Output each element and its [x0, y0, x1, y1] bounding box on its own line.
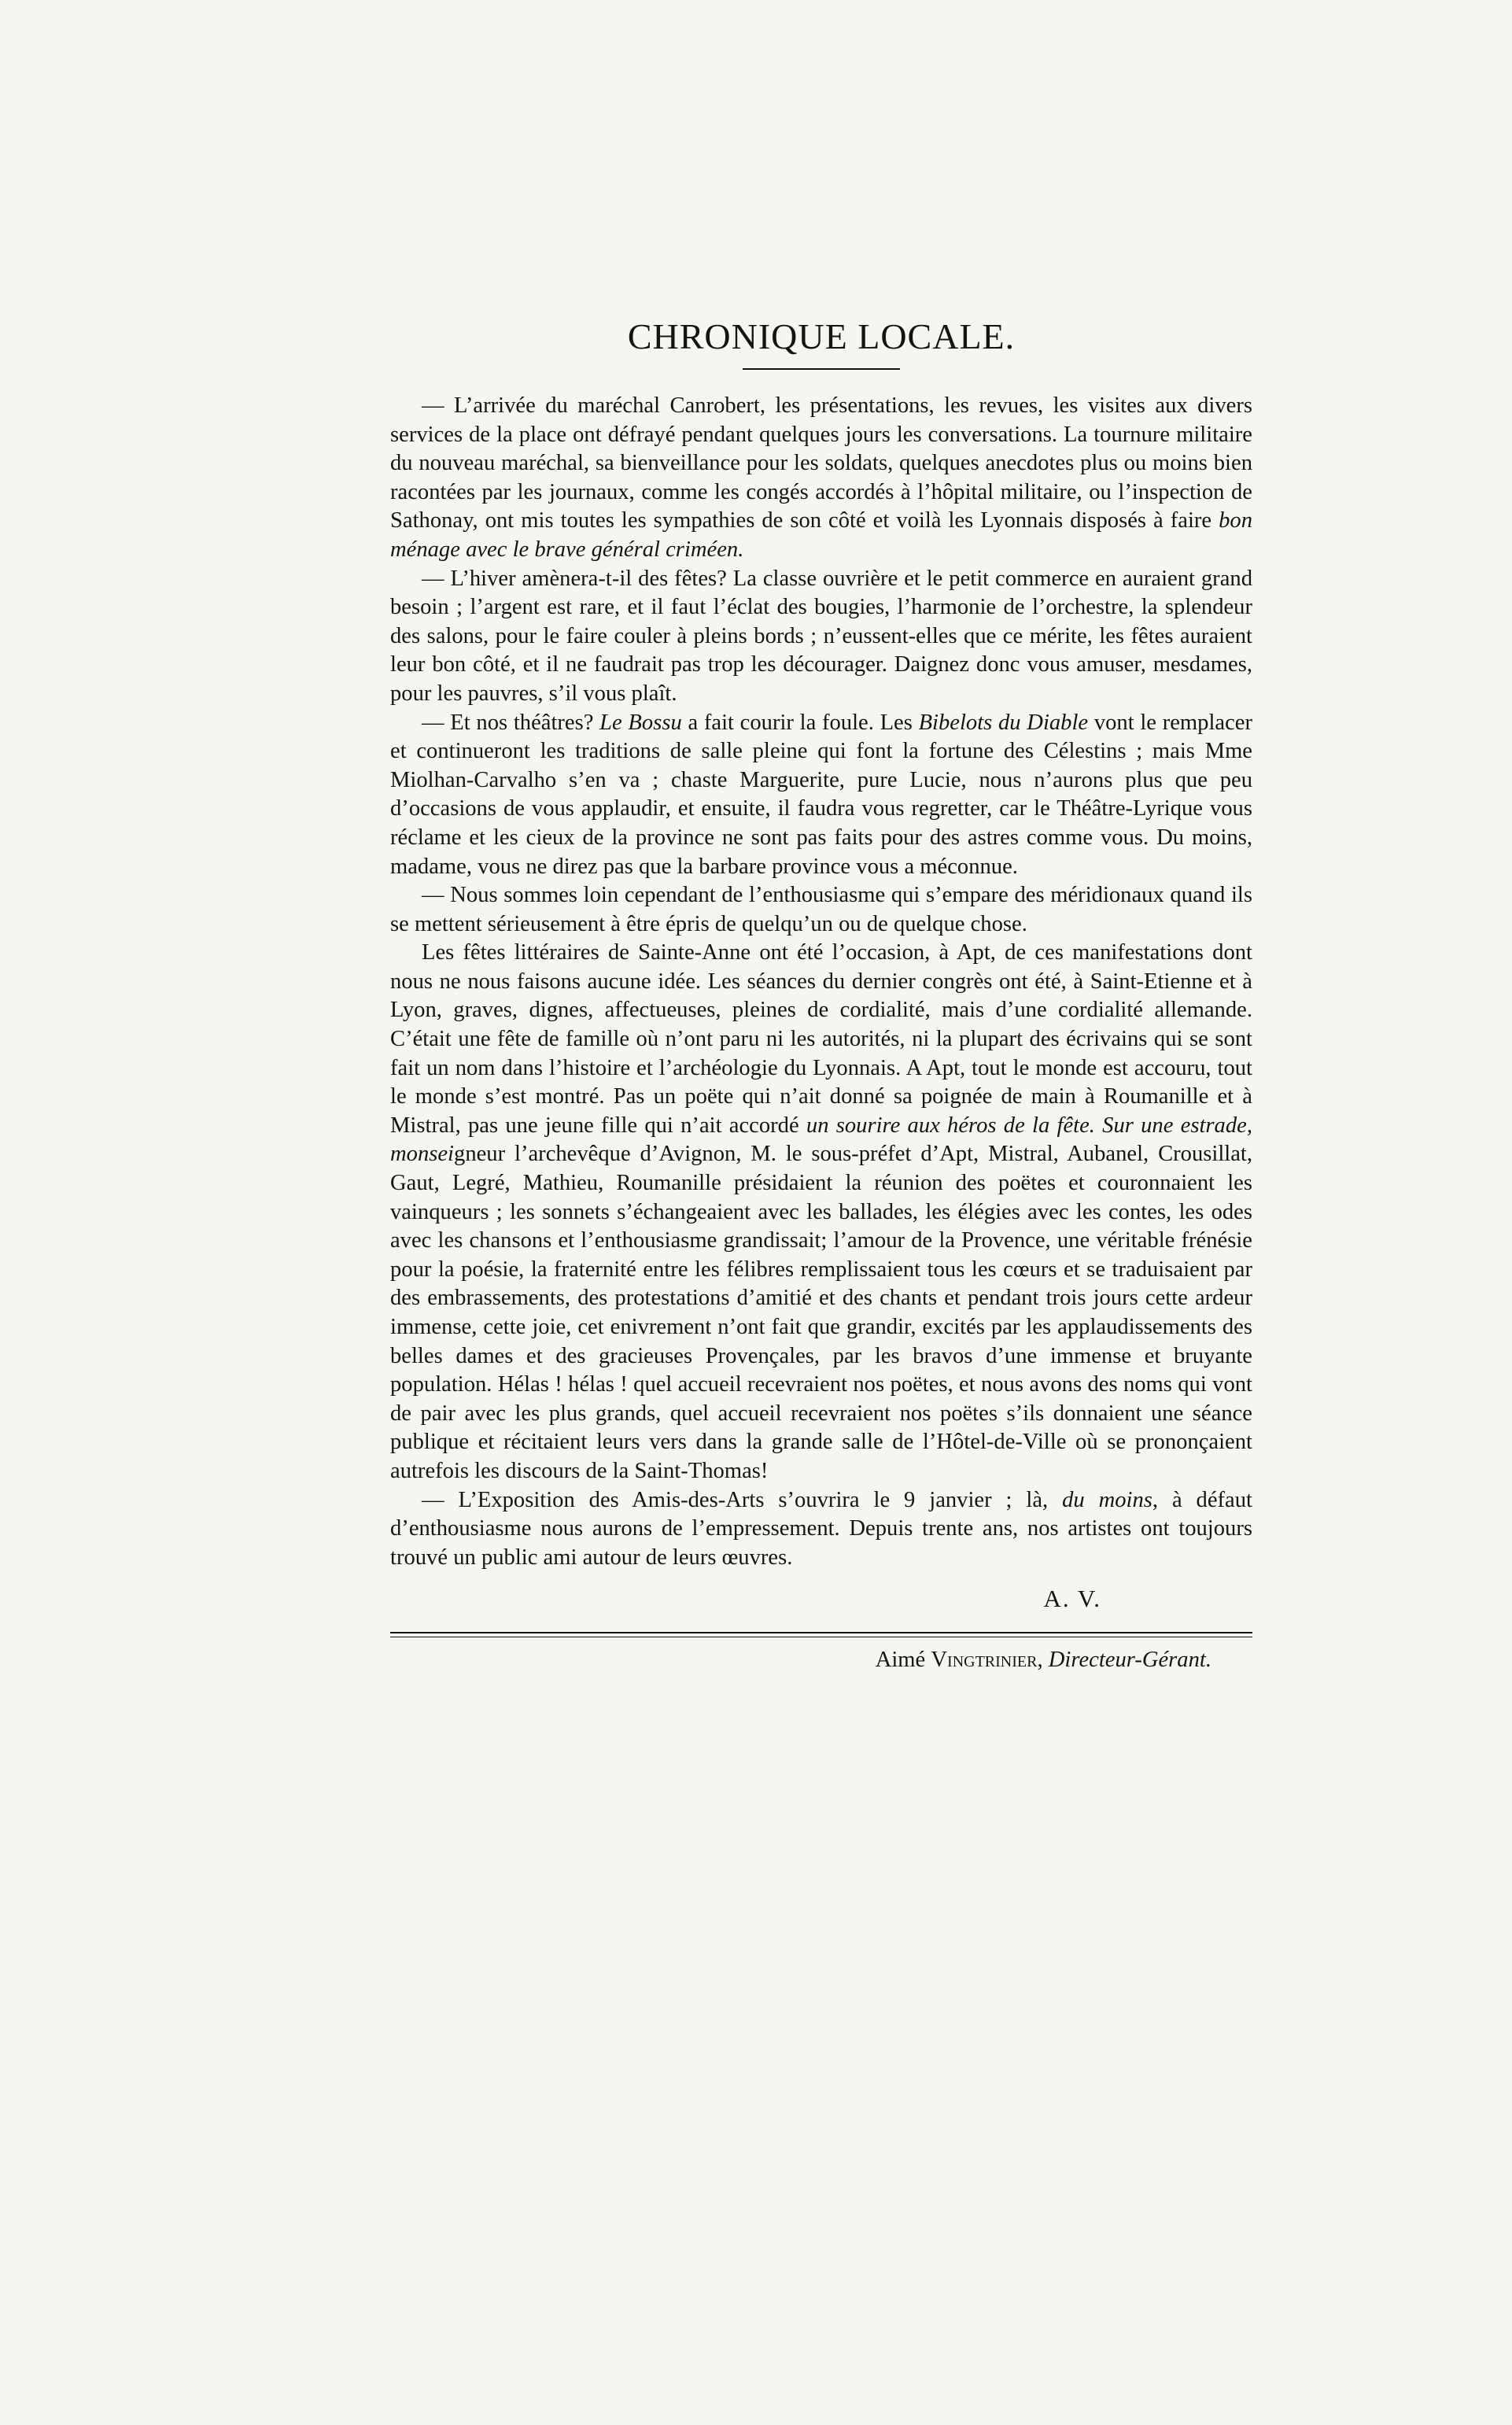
- author-signature: A. V.: [1043, 1585, 1101, 1613]
- paragraph-fetes-text-a: Les fêtes littéraires de Sainte-Anne ont été l’occasion, à Apt, de ces manifestations dont nous ne nous faisons aucune idée. Les séances du dernier congrès ont été, à Saint-Etienne et à Lyon, graves, dignes, affectueuses, pleines de cordialité, mais d’une cordialité allemande. C’était une fête de famille où n’ont paru ni les autorités, ni la plupart des écrivains qui se sont fait un nom dans l’histoire et l’archéologie du Lyonnais. A Apt, tout le monde est accouru, tout le monde s’est montré. Pas un poëte qui n’ait donné sa poignée de main à Roumanille et à Mistral, pas une jeune fille qui n’ait accordé: [390, 940, 1252, 1138]
- document-page: [390, 315, 1252, 1675]
- publisher-first-name: Aimé: [875, 1648, 926, 1673]
- paragraph-theatres: [390, 709, 1252, 882]
- paragraph-canrobert: [390, 392, 1252, 565]
- paragraph-hiver: — L’hiver amènera-t-il des fêtes? La classe ouvrière et le petit commerce en auraient grand besoin ; l’argent est rare, et il faut l’éclat des bougies, l’harmonie de l’orchestre, la splendeur des salons, pour le faire couler à pleins bords ; n’eussent-elles que ce mérite, les fêtes auraient leur bon côté, et il ne faudrait pas trop les décourager. Daignez donc vous amuser, mesdames, pour les pauvres, s’il vous plaît.: [390, 566, 1252, 706]
- footer-divider: [390, 1632, 1252, 1637]
- title-le-bossu: Le Bossu: [599, 710, 682, 735]
- paragraph-canrobert-italic: bon ménage avec le brave général criméen.: [390, 508, 1252, 562]
- paragraph-exposition-text-a: — L’Exposition des Amis-des-Arts s’ouvrira le 9 janvier ; là,: [422, 1487, 1063, 1512]
- page-title: CHRONIQUE LOCALE.: [627, 316, 1016, 356]
- article-body: [390, 392, 1252, 1572]
- paragraph-fetes-sainte-anne: [390, 939, 1252, 1486]
- title-underline: [743, 368, 900, 370]
- paragraph-fetes-italic: un sourire aux héros de la fête. Sur une estrade, monsei: [390, 1113, 1252, 1167]
- publisher-last-name: Vingtrinier,: [931, 1648, 1043, 1673]
- paragraph-theatres-text-a: — Et nos théâtres?: [422, 710, 600, 735]
- paragraph-exposition-italic: du moins: [1062, 1487, 1152, 1512]
- paragraph-exposition-text-c: , à défaut d’enthousiasme nous aurons de l’empressement. Depuis trente ans, nos artistes ont toujours trouvé un public ami autour de leurs œuvres.: [390, 1487, 1252, 1570]
- paragraph-fetes-text-c: gneur l’archevêque d’Avignon, M. le sous-préfet d’Apt, Mistral, Aubanel, Crousillat, Gaut, Legré, Mathieu, Roumanille présidaient la réunion des poëtes et couronnaient les vainqueurs ; les sonnets s’échangeaient avec les ballades, les élégies avec les contes, les odes avec les chansons et l’enthousiasme grandissait; l’amour de la Provence, une véritable frénésie pour la poésie, la fraternité entre les félibres remplissaient tous les cœurs et se traduisaient par des embrassements, des protestations d’amitié et des chants et pendant trois jours cette ardeur immense, cette joie, cet enivrement n’ont fait que grandir, excités par les applaudissements des belles dames et des gracieuses Provençales, par les bravos d’une immense et bruyante population. Hélas ! hélas ! quel accueil recevraient nos poëtes, et nous avons des noms qui vont de pair avec les plus grands, quel accueil recevraient nos poëtes s’ils donnaient une séance publique et récitaient leurs vers dans la grande salle de l’Hôtel-de-Ville où se prononçaient autrefois les discours de la Saint-Thomas!: [390, 1142, 1252, 1483]
- publisher-role: Directeur-Gérant.: [1048, 1648, 1211, 1673]
- paragraph-meridionaux: — Nous sommes loin cependant de l’enthousiasme qui s’empare des méridionaux quand ils se mettent sérieusement à être épris de quelqu’un ou de quelque chose.: [390, 883, 1252, 936]
- paragraph-canrobert-text: — L’arrivée du maréchal Canrobert, les présentations, les revues, les visites aux divers services de la place ont défrayé pendant quelques jours les conversations. La tournure militaire du nouveau maréchal, sa bienveillance pour les soldats, quelques anecdotes plus ou moins bien racontées par les journaux, comme les congés accordés à l’hôpital militaire, ou l’inspection de Sathonay, ont mis toutes les sympathies de son côté et voilà les Lyonnais disposés à faire: [390, 393, 1252, 533]
- paragraph-theatres-text-c: a fait courir la foule. Les: [681, 710, 919, 735]
- publisher-credit: [390, 1645, 1252, 1675]
- paragraph-theatres-text-e: vont le remplacer et continueront les traditions de salle pleine qui font la fortune des Célestins ; mais Mme Miolhan-Carvalho s’en va ; chaste Marguerite, pure Lucie, nous n’aurons plus que peu d’occasions de vous applaudir, et ensuite, il faudra vous regretter, car le Théâtre-Lyrique vous réclame et les cieux de la province ne sont pas faits pour des astres comme vous. Du moins, madame, vous ne direz pas que la barbare province vous a méconnue.: [390, 710, 1252, 879]
- paragraph-exposition: [390, 1486, 1252, 1573]
- title-bibelots-du-diable: Bibelots du Diable: [918, 710, 1089, 735]
